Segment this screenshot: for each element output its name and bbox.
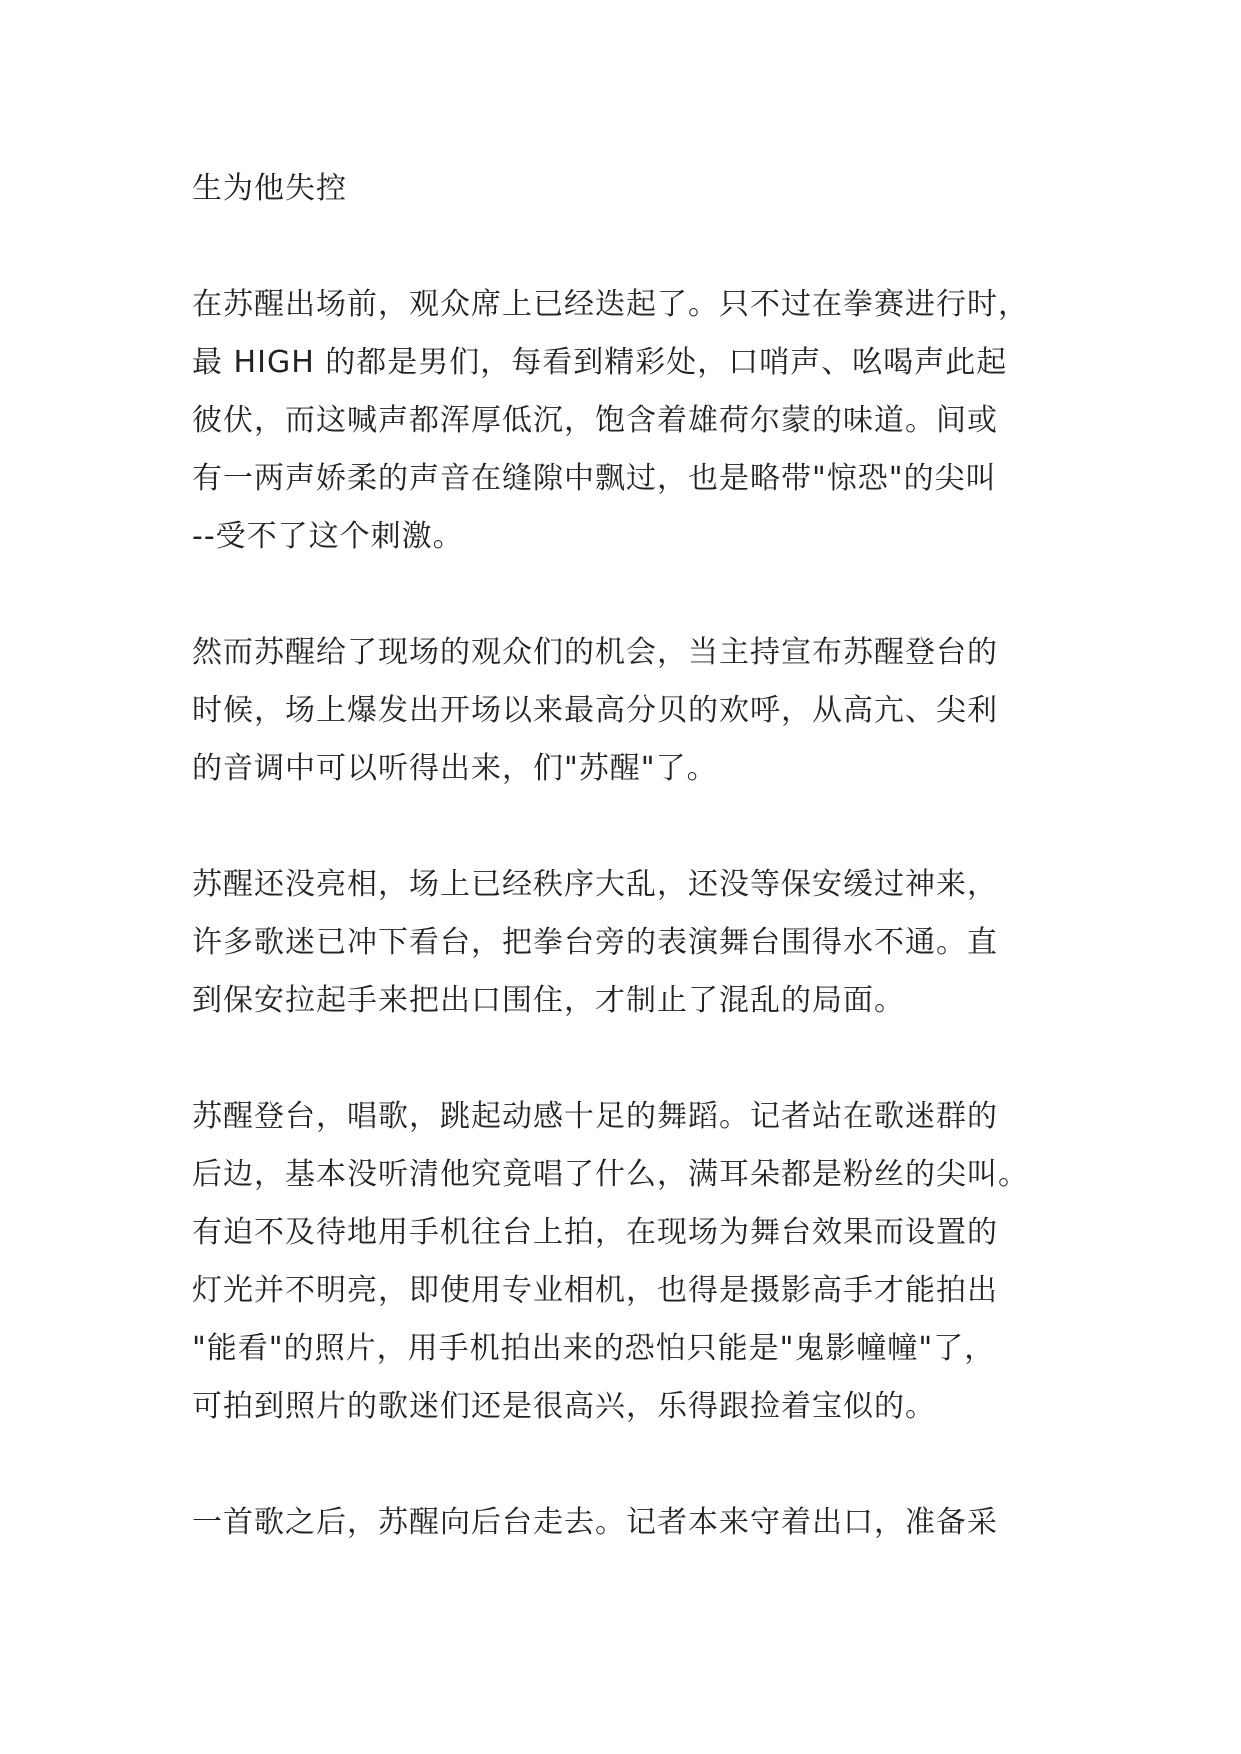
paragraph-line: 苏醒登台，唱歌，跳起动感十足的舞蹈。记者站在歌迷群的 [192,1099,998,1134]
paragraph-5 [192,1494,1072,1552]
paragraph-line: 的音调中可以听得出来，们"苏醒"了。 [192,751,718,786]
paragraph-line: 到保安拉起手来把出口围住，才制止了混乱的局面。 [192,983,905,1018]
paragraph-line: 有迫不及待地用手机往台上拍，在现场为舞台效果而设置的 [192,1215,998,1250]
paragraph-2 [192,624,1072,798]
paragraph-line: 一首歌之后，苏醒向后台走去。记者本来守着出口，准备采 [192,1505,998,1540]
paragraph-line: 时候，场上爆发出开场以来最高分贝的欢呼，从高亢、尖利 [192,693,998,728]
paragraph-line: 在苏醒出场前，观众席上已经迭起了。只不过在拳赛进行时， [192,287,1029,322]
paragraph-1 [192,276,1072,566]
paragraph-line: 苏醒还没亮相，场上已经秩序大乱，还没等保安缓过神来， [192,867,998,902]
paragraph-line: 然而苏醒给了现场的观众们的机会，当主持宣布苏醒登台的 [192,635,998,670]
paragraph-4 [192,1088,1072,1436]
document-title: 生为他失控 [192,171,347,206]
paragraph-line: 后边，基本没听清他究竟唱了什么，满耳朵都是粉丝的尖叫。 [192,1157,1029,1192]
paragraph-line: "能看"的照片，用手机拍出来的恐怕只能是"鬼影幢幢"了， [192,1331,996,1366]
paragraph-line: 最 HIGH 的都是男们，每看到精彩处，口哨声、吆喝声此起 [192,345,1008,380]
document-body [192,160,1072,1610]
paragraph-line: --受不了这个刺激。 [192,519,464,554]
paragraph-line: 有一两声娇柔的声音在缝隙中飘过，也是略带"惊恐"的尖叫 [192,461,997,496]
paragraph-line: 许多歌迷已冲下看台，把拳台旁的表演舞台围得水不通。直 [192,925,998,960]
paragraph-line: 灯光并不明亮，即使用专业相机，也得是摄影高手才能拍出 [192,1273,998,1308]
paragraph-line: 可拍到照片的歌迷们还是很高兴，乐得跟捡着宝似的。 [192,1389,936,1424]
paragraph-line: 彼伏，而这喊声都浑厚低沉，饱含着雄荷尔蒙的味道。间或 [192,403,998,438]
paragraph-3 [192,856,1072,1030]
